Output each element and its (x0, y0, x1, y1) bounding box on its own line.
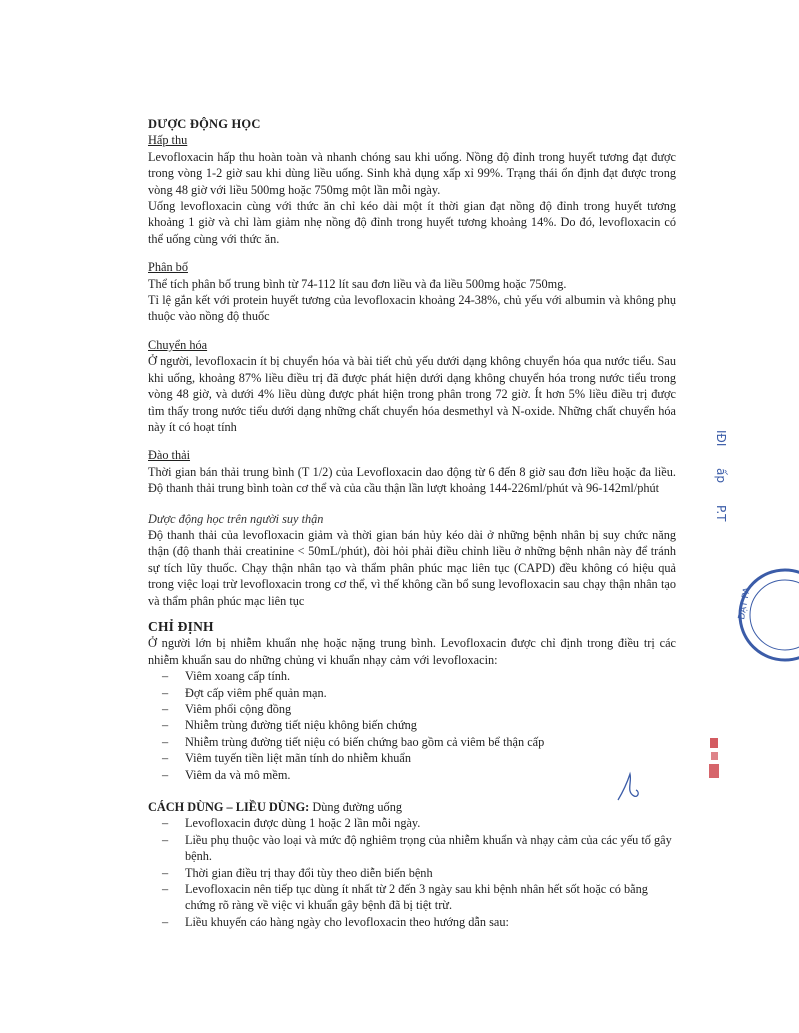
subheading-absorption: Hấp thu (148, 133, 188, 148)
list-item: – Levofloxacin nên tiếp tục dùng ít nhất từ 2 đến 3 ngày sau khi bệnh nhân hết sốt hoặc có bằng chứng rõ ràng về việc vi khuẩn gây bệnh đã bị tiệt trừ. (162, 881, 676, 914)
paragraph-metabolism: Ở người, levofloxacin ít bị chuyển hóa và bài tiết chủ yếu dưới dạng không chuyển hóa qua nước tiểu. Sau khi uống, khoảng 87% liều điều trị đã được phát hiện dưới dạng không chuyển hóa trong nước tiểu trong vòng 48 giờ, và dưới 4% liều dùng được phát hiện trong phân trong 72 giờ. Ít hơn 5% liều điều trị được tìm thấy trong nước tiểu dưới dạng những chất chuyển hóa desmethyl và N-oxide. Những chất chuyển hóa này ít có hoạt tính (148, 354, 676, 434)
list-item: – Thời gian điều trị thay đổi tùy theo diễn biến bệnh (162, 865, 676, 881)
paragraph-indications-intro: Ở người lớn bị nhiễm khuẩn nhẹ hoặc nặng trung bình. Levofloxacin được chỉ định trong điều trị các nhiễm khuẩn sau do những chủng vi khuẩn nhạy cảm với levofloxacin: (148, 636, 676, 667)
list-item: – Liều khuyến cáo hàng ngày cho levofloxacin theo hướng dẫn sau: (162, 914, 676, 930)
margin-stamp-text-1: IĐI (714, 430, 728, 447)
list-item: – Viêm phổi cộng đồng (162, 701, 676, 717)
list-item: – Viêm tuyến tiền liệt mãn tính do nhiễm khuẩn (162, 750, 676, 766)
usage-heading-line (148, 799, 676, 815)
list-item: – Viêm xoang cấp tính. (162, 668, 676, 684)
margin-stamp-text-2: ấp (714, 468, 728, 483)
paragraph-renal-impairment: Độ thanh thải của levofloxacin giảm và thời gian bán hủy kéo dài ở những bệnh nhân bị suy chức năng thận (độ thanh thải creatinine < 50mL/phút), đòi hỏi phải điều chỉnh liều ở những bệnh nhân này để tránh sự tích lũy thuốc. Chạy thận nhân tạo và thẩm phân phúc mạc liên tục (CAPD) đều không có hiệu quả trong việc loại trừ levofloxacin trong cơ thể, vì thế không cần bổ sung levofloxacin sau chạy thận nhân tạo và thẩm phân phúc mạc liên tục (148, 527, 676, 608)
paragraph-distribution-1: Thể tích phân bố trung bình từ 74-112 lít sau đơn liều và đa liều 500mg hoặc 750mg. (148, 276, 567, 291)
paragraph-distribution-2: Tỉ lệ gắn kết với protein huyết tương của levofloxacin khoảng 24-38%, chủ yếu với albumin và không phụ thuộc vào nồng độ thuốc (148, 293, 676, 324)
section-title-usage-dosage: CÁCH DÙNG – LIỀU DÙNG: (148, 800, 310, 815)
handwritten-signature-icon (610, 770, 650, 810)
red-stamp-mark-icon (707, 736, 723, 786)
list-item: – Nhiễm trùng đường tiết niệu có biến chứng bao gồm cả viêm bể thận cấp (162, 734, 676, 750)
subheading-elimination: Đào thải (148, 448, 191, 463)
paragraph-absorption-1: Levofloxacin hấp thu hoàn toàn và nhanh chóng sau khi uống. Nồng độ đỉnh trong huyết tương đạt được trong vòng 1-2 giờ sau khi dùng liều uống. Sinh khả dụng xấp xỉ 99%. Trạng thái ổn định đạt được trong vòng 48 giờ với liều 500mg hoặc 750mg một lần mỗi ngày. (148, 149, 676, 197)
round-seal-icon (730, 560, 799, 670)
list-item: – Liều phụ thuộc vào loại và mức độ nghiêm trọng của nhiễm khuẩn và nhạy cảm của các yếu tố gây bệnh. (162, 832, 676, 865)
seal-text: ĐẠT PA (737, 586, 753, 621)
subheading-distribution: Phân bố (148, 260, 188, 275)
indications-list (148, 668, 676, 783)
list-item: – Viêm da và mô mềm. (162, 767, 676, 783)
usage-list (148, 815, 676, 930)
list-item: – Levofloxacin được dùng 1 hoặc 2 lần mỗi ngày. (162, 815, 676, 831)
section-title-indications: CHỈ ĐỊNH (148, 618, 214, 634)
subheading-metabolism: Chuyển hóa (148, 337, 208, 352)
subheading-renal-impairment: Dược động học trên người suy thận (148, 511, 324, 526)
section-title-pharmacokinetics: DƯỢC ĐỘNG HỌC (148, 117, 261, 131)
list-item: – Đợt cấp viêm phế quản mạn. (162, 685, 676, 701)
document-page (148, 116, 676, 930)
list-item: – Nhiễm trùng đường tiết niệu không biến chứng (162, 717, 676, 733)
usage-route: Dùng đường uống (312, 800, 402, 815)
paragraph-elimination: Thời gian bán thải trung bình (T 1/2) của Levofloxacin dao động từ 6 đến 8 giờ sau đơn liều hoặc đa liều. Độ thanh thải trung bình toàn cơ thể và của cầu thận lần lượt khoảng 144-226ml/phút và 96-142ml/phút (148, 464, 676, 496)
margin-stamp-text-3: P.T (714, 505, 728, 522)
paragraph-absorption-2: Uống levofloxacin cùng với thức ăn chỉ kéo dài một ít thời gian đạt nồng độ đỉnh trong huyết tương khoảng 1 giờ và chỉ làm giảm nhẹ nồng độ đỉnh trong huyết tương khoảng 14%. Do đó, levofloxacin có thể uống cùng với thức ăn. (148, 199, 676, 246)
